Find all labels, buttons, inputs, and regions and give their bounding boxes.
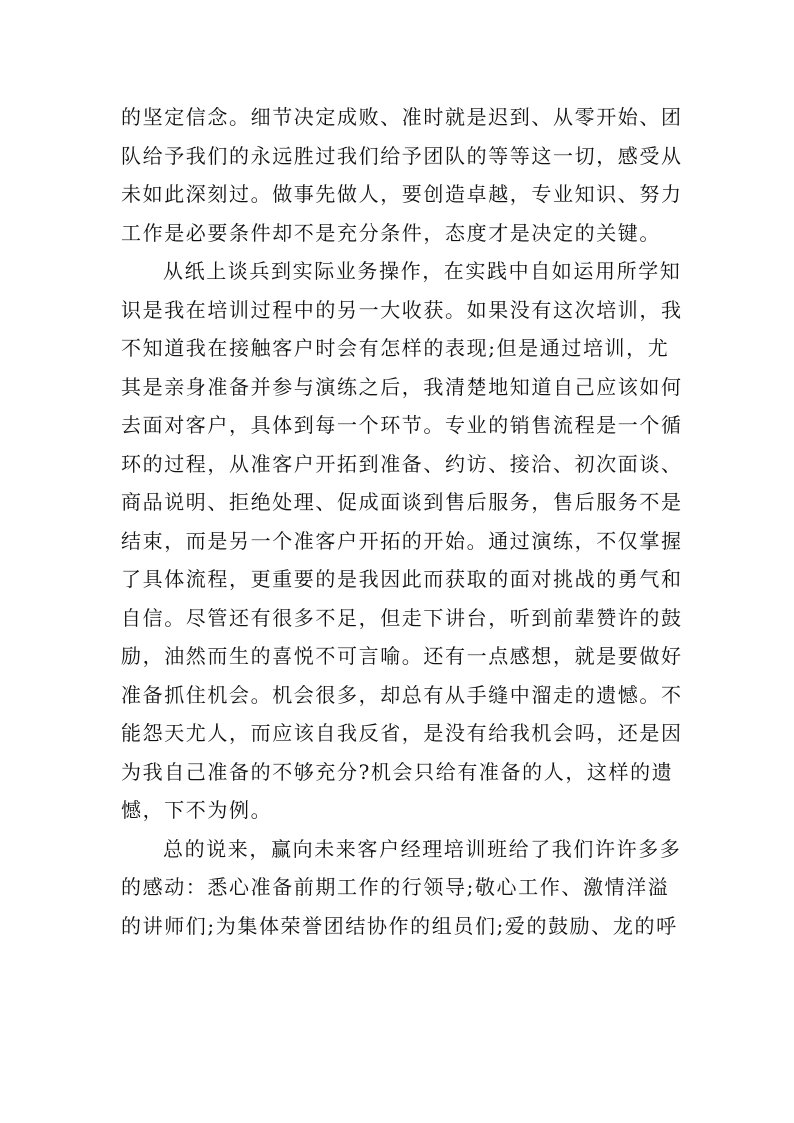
- text-line: 总的说来，赢向未来客户经理培训班给了我们许许多多: [163, 836, 682, 861]
- text-line: 能怨天尤人，而应该自我反省，是没有给我机会吗，还是因: [121, 721, 683, 745]
- text-line: 准备抓住机会。机会很多，却总有从手缝中溜走的遗憾。不: [121, 682, 683, 707]
- text-line: 去面对客户，具体到每一个环节。专业的销售流程是一个循: [121, 413, 683, 437]
- text-line: 不知道我在接触客户时会有怎样的表现;但是通过培训，尤: [121, 336, 670, 360]
- text-line: 的感动：悉心准备前期工作的行领导;敬心工作、激情洋溢: [121, 875, 670, 899]
- text-line: 从纸上谈兵到实际业务操作，在实践中自如运用所学知: [163, 259, 682, 283]
- text-line: 结束，而是另一个准客户开拓的开始。通过演练，不仅掌握: [121, 528, 683, 553]
- text-line: 憾，下不为例。: [121, 798, 273, 822]
- text-line: 识是我在培训过程中的另一大收获。如果没有这次培训，我: [121, 297, 683, 322]
- text-line: 队给予我们的永远胜过我们给予团队的等等这一切，感受从: [121, 143, 683, 168]
- text-line: 的坚定信念。细节决定成败、准时就是迟到、从零开始、团: [121, 105, 683, 129]
- text-line: 为我自己准备的不够充分?机会只给有准备的人，这样的遗: [121, 759, 674, 784]
- text-line: 未如此深刻过。做事先做人，要创造卓越，专业知识、努力: [121, 182, 683, 206]
- text-line: 环的过程，从准客户开拓到准备、约访、接洽、初次面谈、: [121, 451, 683, 476]
- text-line: 工作是必要条件却不是充分条件，态度才是决定的关键。: [121, 220, 661, 245]
- text-line: 励，油然而生的喜悦不可言喻。还有一点感想，就是要做好: [121, 644, 683, 668]
- text-line: 自信。尽管还有很多不足，但走下讲台，听到前辈赞许的鼓: [121, 605, 683, 630]
- text-line: 了具体流程，更重要的是我因此而获取的面对挑战的勇气和: [121, 567, 683, 591]
- text-line: 商品说明、拒绝处理、促成面谈到售后服务，售后服务不是: [121, 490, 683, 514]
- text-line: 其是亲身准备并参与演练之后，我清楚地知道自己应该如何: [121, 374, 683, 399]
- document-body: [121, 98, 681, 945]
- text-line: 的讲师们;为集体荣誉团结协作的组员们;爱的鼓励、龙的呼: [121, 913, 678, 938]
